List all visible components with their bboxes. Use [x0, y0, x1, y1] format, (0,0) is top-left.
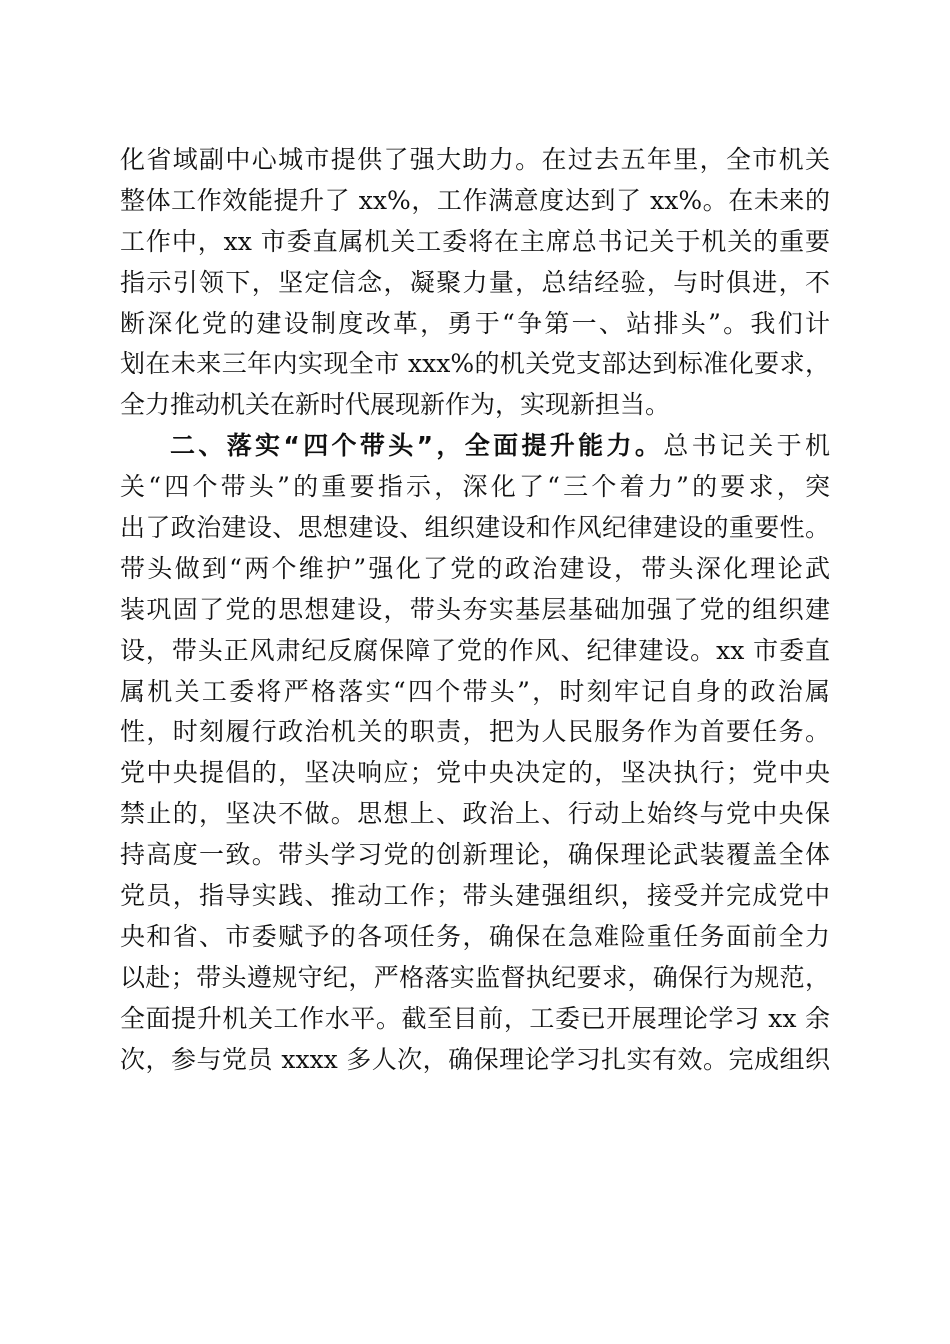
paragraph-2-line: 党中央提倡的，坚决响应；党中央决定的，坚决执行；党中央 [120, 758, 830, 788]
section-heading: 二、落实“四个带头”，全面提升能力。 [170, 431, 664, 461]
paragraph-1-line: 化省域副中心城市提供了强大助力。在过去五年里，全市机关 [120, 145, 830, 174]
paragraph-1-line: 全力推动机关在新时代展现新作为，实现新担当。 [120, 390, 671, 420]
paragraph-2-line: 装巩固了党的思想建设，带头夯实基层基础加强了党的组织建 [120, 594, 830, 624]
paragraph-2-line: 以赴；带头遵规守纪，严格落实监督执纪要求，确保行为规范， [120, 962, 830, 992]
paragraph-1-line: 划在未来三年内实现全市 xxx%的机关党支部达到标准化要求， [120, 349, 830, 379]
paragraph-2-line: 性，时刻履行政治机关的职责，把为人民服务作为首要任务。 [120, 717, 830, 747]
paragraph-2-first-line-text: 总书记关于机 [663, 431, 830, 461]
paragraph-2-first-line [120, 426, 830, 467]
paragraph-1-line: 断深化党的建设制度改革，勇于“争第一、站排头”。我们计 [120, 308, 830, 338]
paragraph-2-line: 持高度一致。带头学习党的创新理论，确保理论武装覆盖全体 [120, 840, 830, 870]
paragraph-2-line: 属机关工委将严格落实“四个带头”，时刻牢记自身的政治属 [120, 676, 830, 706]
paragraph-2-line: 出了政治建设、思想建设、组织建设和作风纪律建设的重要性。 [120, 513, 830, 543]
paragraph-1-line: 指示引领下，坚定信念，凝聚力量，总结经验，与时俱进，不 [120, 267, 830, 297]
paragraph-2-line: 设，带头正风肃纪反腐保障了党的作风、纪律建设。xx 市委直 [120, 635, 830, 665]
paragraph-1-line: 整体工作效能提升了 xx%，工作满意度达到了 xx%。在未来的 [120, 185, 830, 215]
paragraph-2-line: 次，参与党员 xxxx 多人次，确保理论学习扎实有效。完成组织 [120, 1044, 830, 1074]
paragraph-2-line: 央和省、市委赋予的各项任务，确保在急难险重任务面前全力 [120, 921, 830, 951]
paragraph-2-line: 禁止的，坚决不做。思想上、政治上、行动上始终与党中央保 [120, 799, 830, 829]
paragraph-2-line: 党员，指导实践、推动工作；带头建强组织，接受并完成党中 [120, 881, 830, 911]
paragraph-2-line: 带头做到“两个维护”强化了党的政治建设，带头深化理论武 [120, 553, 830, 583]
document-body [120, 140, 830, 1080]
paragraph-2-line: 全面提升机关工作水平。截至目前，工委已开展理论学习 xx 余 [120, 1003, 830, 1033]
paragraph-1-line: 工作中，xx 市委直属机关工委将在主席总书记关于机关的重要 [120, 226, 830, 256]
paragraph-2-line: 关“四个带头”的重要指示，深化了“三个着力”的要求，突 [120, 472, 830, 502]
